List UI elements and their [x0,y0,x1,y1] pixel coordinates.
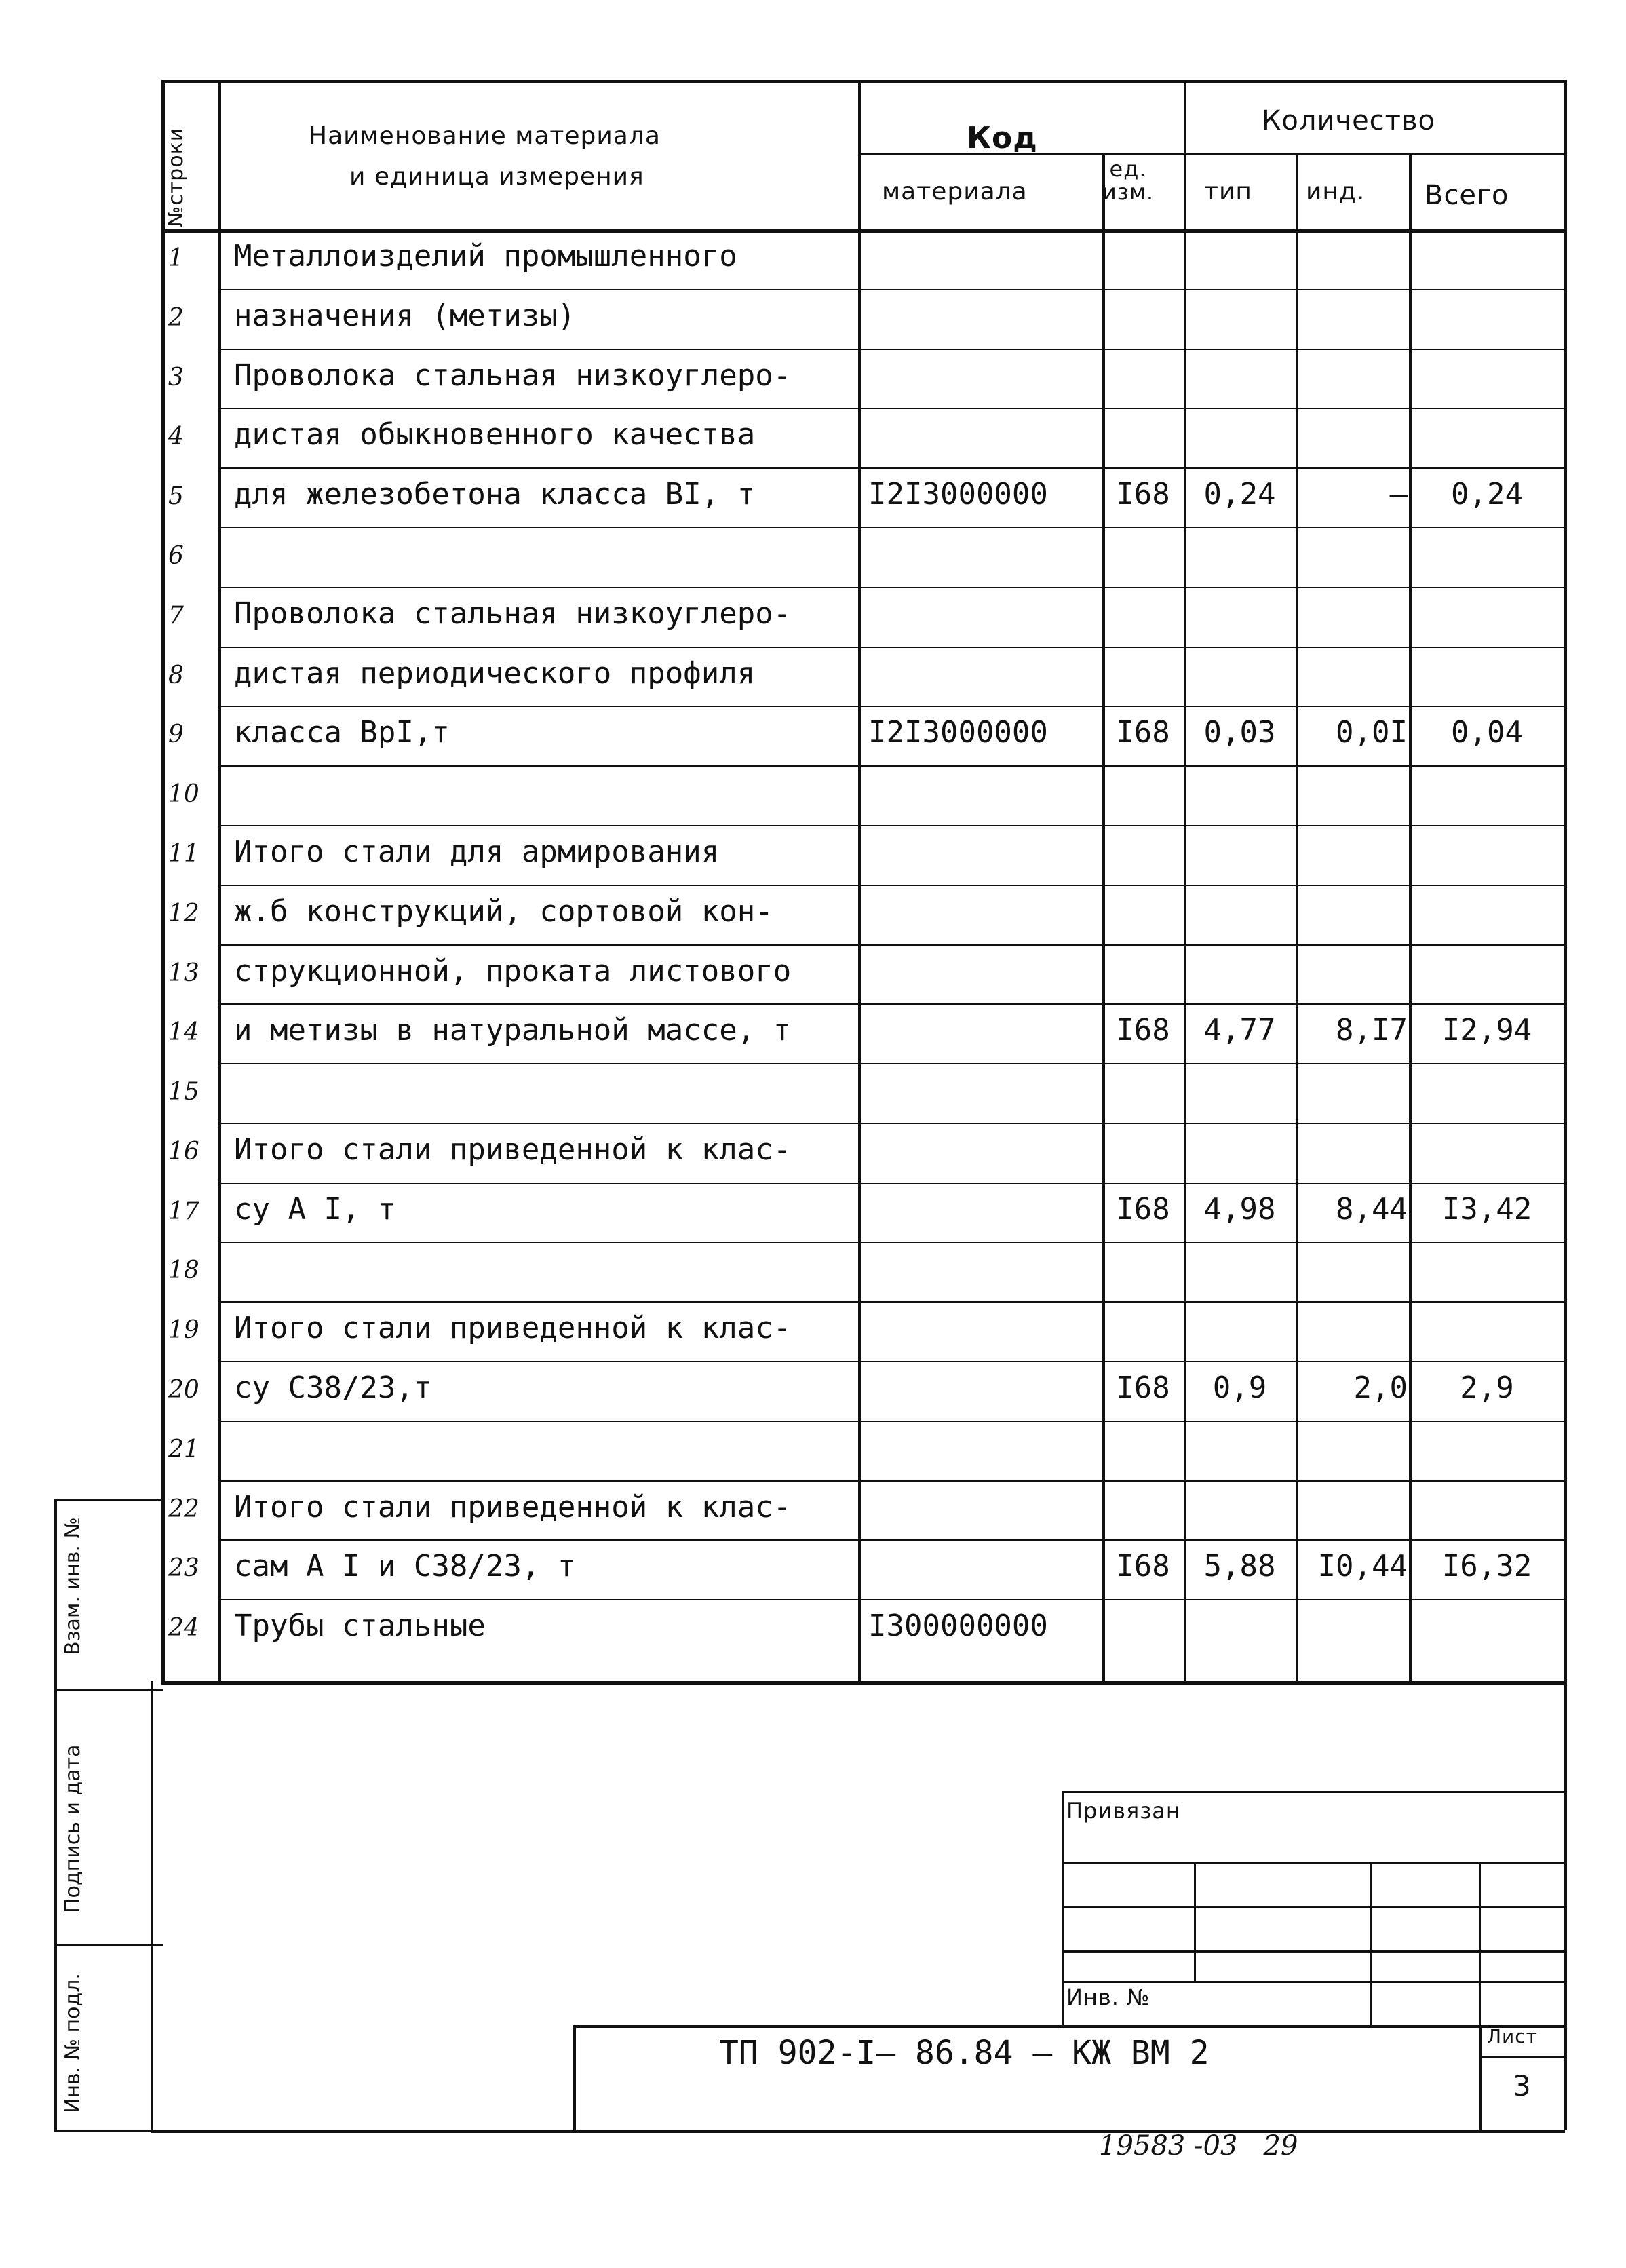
material-name: Металлоизделий промышленного [234,239,737,273]
stamp-line [1062,1950,1564,1953]
cell-total: I6,32 [1441,1549,1532,1583]
cell-unit: I68 [1116,715,1170,750]
stamp-line [1062,1906,1564,1908]
header-code: Код [967,121,1038,155]
cell-unit: I68 [1116,1549,1170,1583]
material-name: дистая обыкновенного качества [234,417,756,452]
sheet-label: Лист [1487,2025,1538,2048]
stamp-inv-no: Инв. № [1066,1984,1150,2010]
header-unit: ед. изм. [1102,156,1155,205]
table-row [0,647,1626,706]
title-left-line [573,2025,576,2130]
material-name: Итого стали для армирования [234,834,720,869]
bottom-frame-line [151,2130,1565,2133]
material-name: для железобетона класса BI, т [234,477,756,512]
cell-unit: I68 [1116,1013,1170,1047]
table-row [0,1183,1626,1242]
material-name: Трубы стальные [234,1609,486,1643]
stamp-line [1062,1862,1564,1864]
header-total: Всего [1425,180,1509,211]
cell-ind: I0,44 [1317,1549,1408,1583]
material-name: сам A I и С38/23, т [234,1549,576,1583]
table-row [0,467,1626,527]
sheet-left-line [1479,2025,1482,2130]
header-name-line2: и единица измерения [349,163,644,191]
cell-ind: 8,44 [1336,1192,1408,1227]
material-name: класса BpI,т [234,715,450,750]
table-row [0,765,1626,825]
row-number: 6 [168,542,184,570]
cell-code: I2I3000000 [868,715,1048,750]
row-number: 5 [168,482,184,510]
sidebar-replace-inv: Взам. инв. № [61,1517,85,1655]
table-row [0,944,1626,1004]
cell-unit: I68 [1116,1370,1170,1405]
sheet-mid-line [1479,2056,1564,2058]
cell-typ: 4,77 [1203,1013,1276,1047]
row-number: 17 [168,1197,199,1225]
row-number: 21 [168,1436,199,1463]
cell-typ: 0,9 [1212,1370,1267,1405]
stamp-line [1194,1862,1196,1981]
cell-ind: – [1389,477,1408,512]
column-divider [1184,80,1186,153]
cell-unit: I68 [1116,477,1170,512]
header-code-material: материала [882,178,1028,206]
table-row [0,1123,1626,1183]
archive-number: 19583 -03 29 [1099,2130,1298,2161]
stamp-line [1479,1862,1481,2025]
sidebar-sign-date: Подпись и дата [61,1744,85,1913]
sheet-number: 3 [1513,2069,1532,2102]
row-number: 15 [168,1078,199,1106]
row-number: 16 [168,1138,199,1166]
cell-unit: I68 [1116,1192,1170,1227]
row-number: 9 [168,720,184,748]
sidebar-inv-orig: Инв. № подл. [61,1973,85,2113]
table-row [0,1480,1626,1540]
cell-total: 2,9 [1460,1370,1514,1405]
row-number: 14 [168,1018,199,1046]
table-row [0,1301,1626,1361]
cell-total: I2,94 [1441,1013,1532,1047]
row-number: 23 [168,1554,199,1582]
row-number: 8 [168,661,184,689]
material-name: Проволока стальная низкоуглеро- [234,596,792,631]
header-row-number: №строки [164,127,188,227]
header-mid-border [858,153,1564,155]
table-row [0,1539,1626,1599]
header-ind: инд. [1306,178,1366,206]
row-number: 7 [168,602,184,630]
material-name: струкционной, проката листового [234,954,792,988]
cell-code: I2I3000000 [868,477,1048,512]
margin-divider [54,1944,163,1946]
row-number: 1 [168,244,184,272]
material-name: су A I, т [234,1192,396,1227]
row-number: 12 [168,900,199,927]
cell-ind: 0,0I [1336,715,1408,750]
table-row [0,825,1626,885]
material-name: дистая периодического профиля [234,656,756,691]
row-number: 19 [168,1316,199,1344]
stamp-bound: Привязан [1066,1798,1181,1824]
margin-divider [54,1689,163,1691]
table-row [0,527,1626,587]
right-frame-line [1564,1681,1567,2130]
cell-typ: 0,03 [1203,715,1276,750]
cell-typ: 5,88 [1203,1549,1276,1583]
cell-ind: 2,0 [1353,1370,1408,1405]
material-name: Итого стали приведенной к клас- [234,1311,792,1345]
material-name: Проволока стальная низкоуглеро- [234,358,792,393]
cell-ind: 8,I7 [1336,1013,1408,1047]
table-row [0,408,1626,467]
table-row [0,587,1626,647]
cell-total: I3,42 [1441,1192,1532,1227]
cell-total: 0,24 [1451,477,1523,512]
table-bottom-border [161,1681,1567,1685]
row-number: 4 [168,423,184,450]
material-name: су С38/23,т [234,1370,432,1405]
table-row [0,1599,1626,1659]
table-row [0,1003,1626,1063]
material-name: ж.б конструкций, сортовой кон- [234,894,773,929]
document-code: ТП 902-I— 86.84 – КЖ ВМ 2 [719,2034,1209,2072]
table-row [0,229,1626,289]
material-name: Итого стали приведенной к клас- [234,1132,792,1167]
stamp-top-line [1062,1791,1564,1793]
row-number: 13 [168,959,199,987]
row-number: 3 [168,364,184,391]
table-row [0,885,1626,944]
row-number: 24 [168,1614,199,1642]
header-typ: тип [1204,178,1252,206]
cell-typ: 4,98 [1203,1192,1276,1227]
material-name: назначения (метизы) [234,299,576,333]
table-row [0,706,1626,765]
table-row [0,1421,1626,1480]
material-name: Итого стали приведенной к клас- [234,1490,792,1524]
cell-total: 0,04 [1451,715,1523,750]
stamp-line [1062,1981,1564,1983]
margin-bottom-line [54,2130,163,2132]
cell-code: I300000000 [868,1609,1048,1643]
title-top-line [573,2025,1564,2028]
table-row [0,289,1626,349]
row-number: 11 [168,840,199,868]
material-name: и метизы в натуральной массе, т [234,1013,792,1047]
table-row [0,1242,1626,1301]
table-row [0,1361,1626,1421]
row-number: 2 [168,304,184,332]
margin-inner-line [151,1681,153,2130]
cell-typ: 0,24 [1203,477,1276,512]
header-name-line1: Наименование материала [309,122,661,150]
row-number: 10 [168,780,199,808]
table-row [0,1063,1626,1123]
row-number: 18 [168,1256,199,1284]
table-top-border [161,80,1564,83]
row-number: 22 [168,1495,199,1523]
table-row [0,349,1626,408]
header-quantity: Количество [1262,105,1436,136]
stamp-line [1370,1862,1372,2025]
row-number: 20 [168,1376,199,1404]
